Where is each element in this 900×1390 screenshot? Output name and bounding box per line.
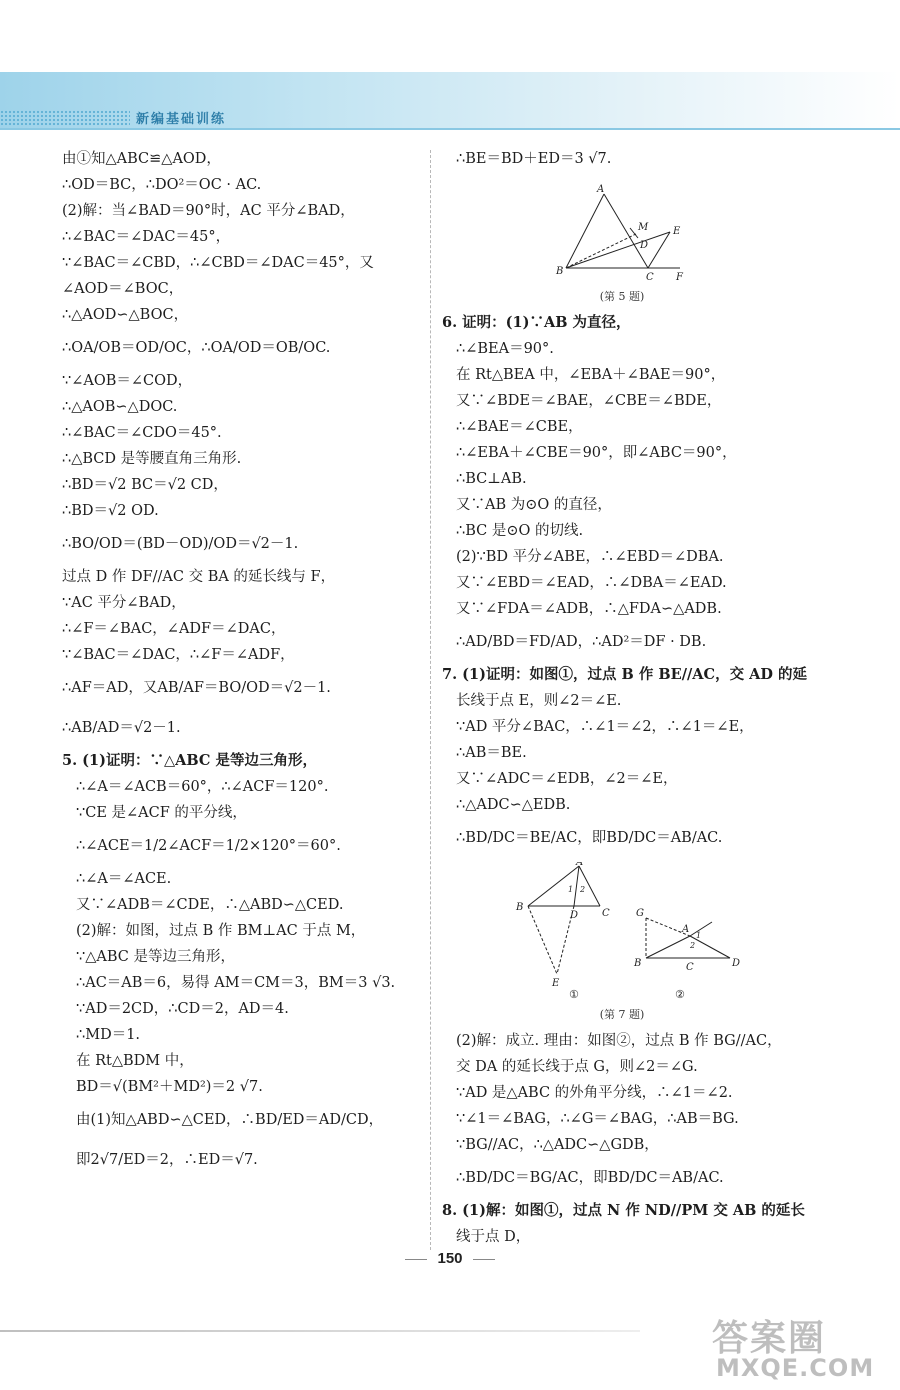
text-line: ∴∠BAC＝∠DAC＝45°， xyxy=(62,229,231,245)
text-line: 线于点 D， xyxy=(456,1229,531,1245)
figure-5-diagram xyxy=(442,176,842,284)
figure-7 xyxy=(442,862,842,1022)
text-line: ∴∠EBA＋∠CBE＝90°，即∠ABC＝90°， xyxy=(456,445,737,461)
text-line: ∴∠F＝∠BAC，∠ADF＝∠DAC， xyxy=(62,621,286,637)
fig7-mark-1: ① xyxy=(569,988,579,1001)
text-line: ∴∠BAE＝∠CBE， xyxy=(456,419,583,435)
bottom-rule xyxy=(0,1330,640,1332)
text-line: ∵AD 平分∠BAC，∴∠1＝∠2，∴∠1＝∠E， xyxy=(456,719,754,735)
fig7b-label-A: A xyxy=(682,924,690,935)
text-line: ∵∠AOB＝∠COD， xyxy=(62,373,193,389)
text-line: ∴△BCD 是等腰直角三角形. xyxy=(62,451,242,467)
text-line: ∵CE 是∠ACF 的平分线， xyxy=(76,805,247,821)
fig7b-label-G: G xyxy=(636,908,644,919)
text-line: 交 DA 的延长线于点 G，则∠2＝∠G. xyxy=(456,1059,698,1075)
page-number-rule-left xyxy=(405,1259,427,1260)
figure-5 xyxy=(442,176,842,304)
text-line: ∵AC 平分∠BAD， xyxy=(62,595,186,611)
text-line: 由①知△ABC≌△AOD， xyxy=(62,151,221,167)
page-number xyxy=(0,1250,900,1267)
fig7b-label-D: D xyxy=(732,958,741,969)
fig7a-label-D: D xyxy=(570,910,579,921)
text-line: ∵AD 是△ABC 的外角平分线，∴∠1＝∠2. xyxy=(456,1085,733,1101)
text-line: ∴OD＝BC，∴DO²＝OC · AC. xyxy=(62,177,262,193)
right-column xyxy=(442,146,842,1250)
fraction-line: ∴∠ACE＝1/2∠ACF＝1/2×120°＝60°. xyxy=(76,838,341,854)
fraction-line: ∴AD/BD＝FD/AD，∴AD²＝DF · DB. xyxy=(456,634,707,650)
text-line: ∴△AOD∽△BOC， xyxy=(62,307,189,323)
text-line: ∴AB＝BE. xyxy=(456,745,527,761)
text-line: ∴∠BEA＝90°. xyxy=(456,341,554,357)
header-dot-pattern xyxy=(0,110,130,126)
figure-7-caption: (第 7 题) xyxy=(599,1008,645,1021)
problem-6-heading: 6. 证明：(1)∵AB 为直径， xyxy=(442,314,631,331)
left-column xyxy=(62,146,422,1180)
fraction-line: ∴OA/OB＝OD/OC，∴OA/OD＝OB/OC. xyxy=(62,340,331,356)
fig7a-label-1: 1 xyxy=(568,885,574,894)
text-line: BD＝√(BM²＋MD²)＝2 √7. xyxy=(76,1079,263,1095)
text-line: ∴△ADC∽△EDB. xyxy=(456,797,571,813)
text-line: ∵AD＝2CD，∴CD＝2，AD＝4. xyxy=(76,1001,289,1017)
fig7a-label-2: 2 xyxy=(580,885,586,894)
watermark-main: 答案圈 xyxy=(712,1318,827,1359)
label-B: B xyxy=(556,266,564,277)
fig7-mark-2: ② xyxy=(675,988,685,1001)
fraction-line: ∴AB/AD＝√2－1. xyxy=(62,720,181,736)
text-line: 又∵∠BDE＝∠BAE，∠CBE＝∠BDE， xyxy=(456,393,722,409)
text-line: ∵△ABC 是等边三角形， xyxy=(76,949,235,965)
text-line: 过点 D 作 DF//AC 交 BA 的延长线与 F， xyxy=(62,569,336,585)
fig7b-label-C: C xyxy=(686,962,694,973)
text-line: ∴BC 是⊙O 的切线. xyxy=(456,523,584,539)
text-line: (2)解：成立. 理由：如图②，过点 B 作 BG//AC， xyxy=(456,1033,782,1049)
text-line: ∵∠BAC＝∠DAC，∴∠F＝∠ADF， xyxy=(62,647,295,663)
fig7b-label-B: B xyxy=(634,958,642,969)
fig7b-label-2: 2 xyxy=(690,941,696,950)
text-line: ∴MD＝1. xyxy=(76,1027,141,1043)
label-C: C xyxy=(646,272,654,283)
fig7a-label-A: A xyxy=(576,862,584,868)
text-line: ∴△AOB∽△DOC. xyxy=(62,399,178,415)
fraction-line: ∴AF＝AD，又AB/AF＝BO/OD＝√2－1. xyxy=(62,680,331,696)
header-title: 新编基础训练 xyxy=(136,112,227,127)
label-D: D xyxy=(640,240,649,251)
page-number-rule-right xyxy=(473,1259,495,1260)
watermark xyxy=(712,1310,892,1384)
text-line: (2)解：当∠BAD＝90°时，AC 平分∠BAD， xyxy=(62,203,355,219)
text-line: ∠AOD＝∠BOC， xyxy=(62,281,184,297)
problem-7-heading: 7. (1)证明：如图①，过点 B 作 BE//AC，交 AD 的延 xyxy=(442,666,808,683)
fig7a-label-C: C xyxy=(602,908,610,919)
figure-7-diagram xyxy=(442,862,842,1002)
text-line: (2)∵BD 平分∠ABE，∴∠EBD＝∠DBA. xyxy=(456,549,724,565)
text-line: ∴BE＝BD＋ED＝3 √7. xyxy=(456,151,612,167)
fig7a-label-B: B xyxy=(516,902,524,913)
text-line: 在 Rt△BDM 中， xyxy=(76,1053,194,1069)
watermark-sub: MXQE.COM xyxy=(716,1354,875,1382)
problem-8-heading: 8. (1)解：如图①，过点 N 作 ND//PM 交 AB 的延长 xyxy=(442,1202,805,1219)
fig7a-label-E: E xyxy=(552,978,560,989)
header-band xyxy=(0,72,900,130)
fraction-line: ∴BO/OD＝(BD－OD)/OD＝√2－1. xyxy=(62,536,299,552)
label-M: M xyxy=(638,222,649,233)
text-line: 又∵∠ADB＝∠CDE，∴△ABD∽△CED. xyxy=(76,897,344,913)
column-divider xyxy=(430,150,431,1250)
text-line: ∴∠A＝∠ACB＝60°，∴∠ACF＝120°. xyxy=(76,779,329,795)
text-line: 又∵AB 为⊙O 的直径， xyxy=(456,497,612,513)
header-rule xyxy=(0,128,900,130)
text-line: ∴∠BAC＝∠CDO＝45°. xyxy=(62,425,222,441)
fraction-line: ∴BD/DC＝BE/AC，即BD/DC＝AB/AC. xyxy=(456,830,723,846)
text-line: ∴BD＝√2 BC＝√2 CD， xyxy=(62,477,228,493)
text-line: 又∵∠FDA＝∠ADB，∴△FDA∽△ADB. xyxy=(456,601,722,617)
label-A: A xyxy=(597,184,605,195)
text-line: ∴BC⊥AB. xyxy=(456,471,527,487)
label-F: F xyxy=(676,272,683,283)
text-line: 又∵∠EBD＝∠EAD，∴∠DBA＝∠EAD. xyxy=(456,575,727,591)
text-line: ∴AC＝AB＝6，易得 AM＝CM＝3，BM＝3 √3. xyxy=(76,975,396,991)
text-line: ∴BD＝√2 OD. xyxy=(62,503,159,519)
text-line: 在 Rt△BEA 中，∠EBA＋∠BAE＝90°， xyxy=(456,367,726,383)
text-line: ∴∠A＝∠ACE. xyxy=(76,871,172,887)
fraction-line: 即2√7/ED＝2，∴ED＝√7. xyxy=(76,1152,258,1168)
fig7b-label-1: 1 xyxy=(696,931,702,940)
text-line: 又∵∠ADC＝∠EDB，∠2＝∠E， xyxy=(456,771,678,787)
text-line: ∵∠BAC＝∠CBD，∴∠CBD＝∠DAC＝45°，又 xyxy=(62,255,374,271)
text-line: ∵BG//AC，∴△ADC∽△GDB， xyxy=(456,1137,659,1153)
label-E: E xyxy=(673,226,681,237)
problem-5-heading: 5. (1)证明：∵△ABC 是等边三角形， xyxy=(62,752,318,769)
fraction-line: ∴BD/DC＝BG/AC，即BD/DC＝AB/AC. xyxy=(456,1170,724,1186)
text-line: ∵∠1＝∠BAG，∴∠G＝∠BAG，∴AB＝BG. xyxy=(456,1111,739,1127)
figure-5-caption: (第 5 题) xyxy=(599,290,645,303)
text-line: (2)解：如图，过点 B 作 BM⊥AC 于点 M， xyxy=(76,923,366,939)
text-line: 长线于点 E，则∠2＝∠E. xyxy=(456,693,622,709)
page-number-text: 150 xyxy=(437,1250,463,1267)
fraction-line: 由(1)知△ABD∽△CED，∴BD/ED＝AD/CD， xyxy=(76,1112,384,1128)
